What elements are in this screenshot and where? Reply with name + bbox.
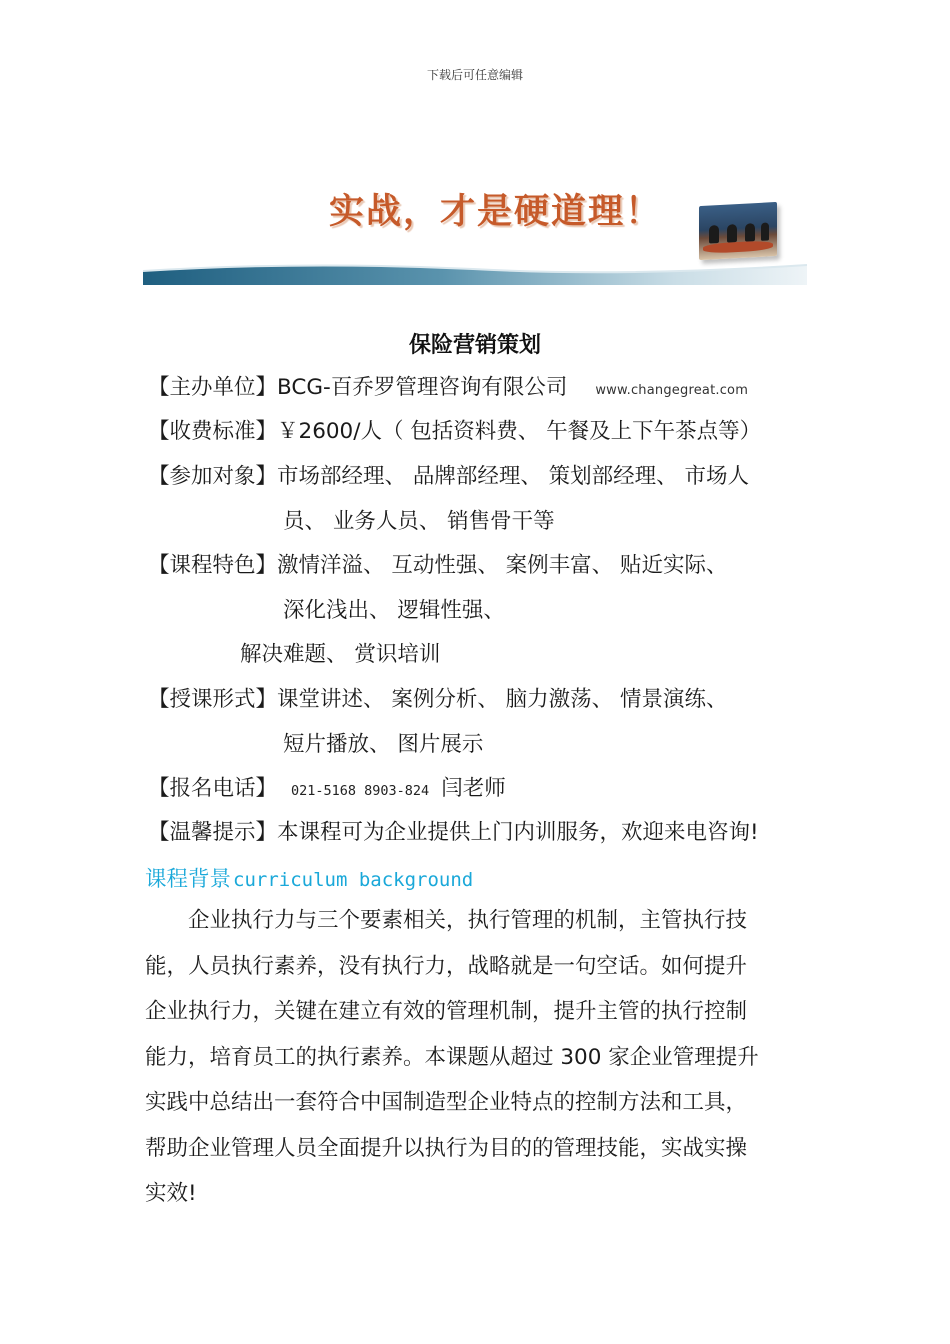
banner-slogan: 实战，才是硬道理！ [329,191,663,232]
page-header: 下载后可任意编辑 [426,68,523,82]
banner-wave-bar [143,255,807,285]
paragraph-line: 企业执行力与三个要素相关，执行管理的机制，主管执行技 [145,908,748,933]
phone-label: 【报名电话】 [148,776,278,801]
format-line-1: 课堂讲述、 案例分析、 脑力激荡、 情景演练、 [277,687,728,712]
paragraph-line: 能力，培育员工的执行素养。本课题从超过 300 家企业管理提升 [145,1044,759,1070]
meeting-photo [699,202,777,260]
fee-value: ￥2600/人（ 包括资料费、 午餐及上下午茶点等） [277,419,762,444]
section-title-cn: 课程背景 [145,867,232,892]
fee-row [148,417,761,447]
section-title [145,862,473,893]
paragraph-line: 实践中总结出一套符合中国制造型企业特点的控制方法和工具， [145,1090,748,1115]
features-row [148,551,728,581]
features-line-1: 激情洋溢、 互动性强、 案例丰富、 贴近实际、 [277,553,728,578]
tip-label: 【温馨提示】 [148,820,278,845]
features-line-3: 解决难题、 赏识培训 [240,642,441,667]
document-title: 保险营销策划 [408,333,541,358]
format-row [148,685,728,715]
paragraph-line: 能，人员执行素养，没有执行力，战略就是一句空话。如何提升 [145,953,748,979]
paragraph-line: 帮助企业管理人员全面提升以执行为目的的管理技能，实战实操 [145,1135,748,1161]
banner [143,170,807,285]
format-label: 【授课形式】 [148,687,278,712]
section-title-en: curriculum background [233,869,474,891]
organizer-label: 【主办单位】 [148,375,278,400]
background-paragraph [145,898,807,1217]
website-text: www.changegreat.com [595,383,749,398]
phone-contact: 闫老师 [441,776,506,801]
audience-line-2: 员、 业务人员、 销售骨干等 [283,509,555,534]
paragraph-line: 实效! [145,1181,197,1206]
tip-row [148,818,759,848]
fee-label: 【收费标准】 [148,419,278,444]
audience-label: 【参加对象】 [148,464,278,489]
phone-number: 021-5168 8903-824 [291,783,430,799]
features-label: 【课程特色】 [148,553,278,578]
format-line-2: 短片播放、 图片展示 [283,732,484,757]
tip-value: 本课程可为企业提供上门内训服务，欢迎来电咨询! [277,820,759,845]
organizer-row [148,373,748,406]
features-line-2: 深化浅出、 逻辑性强、 [283,598,505,623]
audience-row [148,462,749,492]
audience-line-1: 市场部经理、 品牌部经理、 策划部经理、 市场人 [277,464,750,489]
phone-row [148,774,506,806]
organizer-value: BCG-百乔罗管理咨询有限公司 [277,375,568,400]
paragraph-line: 企业执行力，关键在建立有效的管理机制，提升主管的执行控制 [145,999,748,1024]
